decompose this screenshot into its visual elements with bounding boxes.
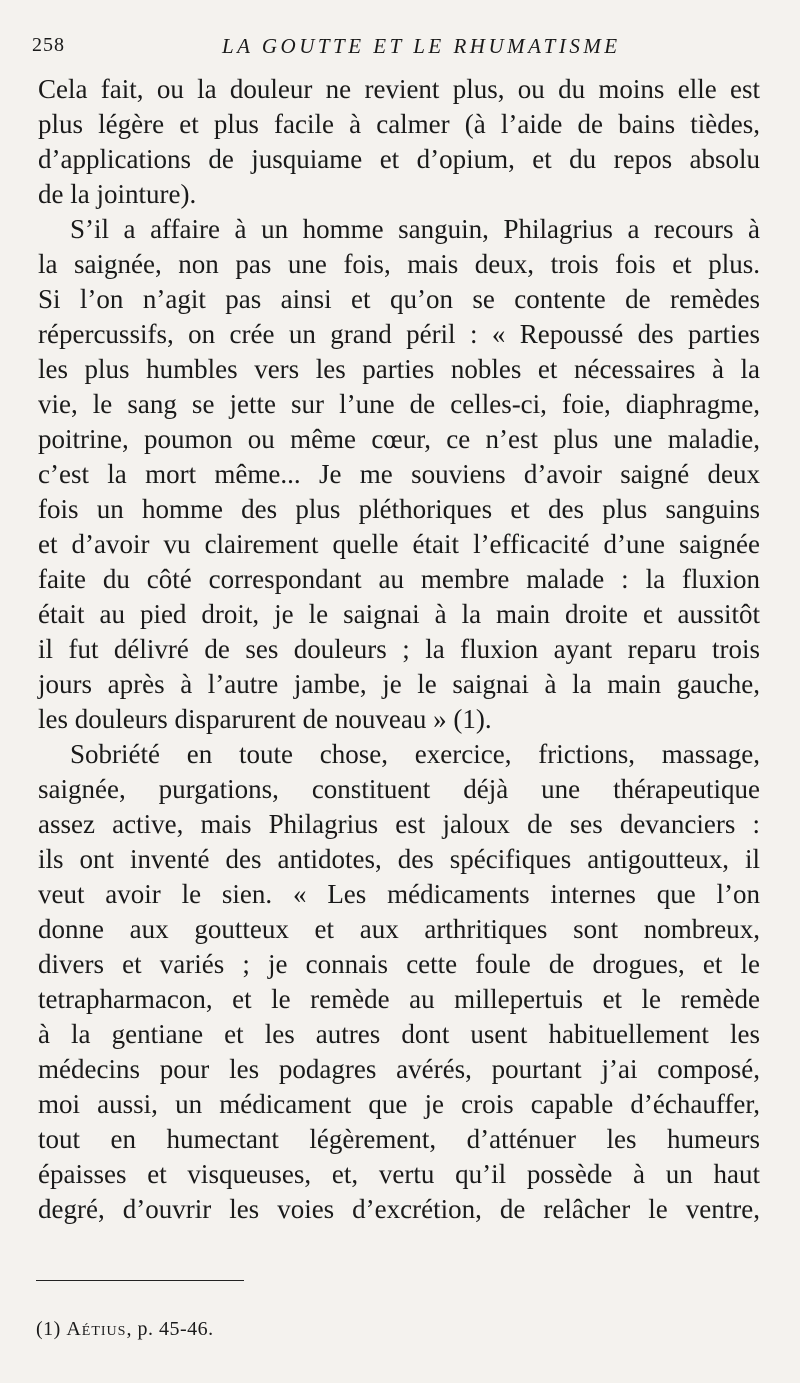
footnote-reference: , p. 45-46.	[126, 1318, 214, 1340]
text-line: S’il a affaire à un homme sanguin, Philagrius a recours à	[70, 214, 760, 244]
text-line: les douleurs disparurent de nouveau » (1).	[38, 704, 492, 734]
text-line: il fut délivré de ses douleurs ; la fluxion ayant reparu trois	[38, 634, 760, 664]
text-line: médecins pour les podagres avérés, pourtant j’ai composé,	[38, 1054, 760, 1084]
text-line: plus légère et plus facile à calmer (à l’aide de bains tièdes,	[38, 109, 760, 139]
text-line: d’applications de jusquiame et d’opium, et du repos absolu	[38, 144, 760, 174]
text-line: donne aux goutteux et aux arthritiques sont nombreux,	[38, 914, 760, 944]
text-line: veut avoir le sien. « Les médicaments internes que l’on	[38, 879, 760, 909]
text-line: à la gentiane et les autres dont usent habituellement les	[38, 1019, 760, 1049]
footnote	[36, 1318, 214, 1341]
text-line: et d’avoir vu clairement quelle était l’efficacité d’une saignée	[38, 529, 760, 559]
footnote-author: Aétius	[66, 1318, 127, 1340]
text-line: Cela fait, ou la douleur ne revient plus, ou du moins elle est	[38, 74, 760, 104]
text-line: saignée, purgations, constituent déjà une thérapeutique	[38, 774, 760, 804]
text-line: faite du côté correspondant au membre malade : la fluxion	[38, 564, 760, 594]
text-line: vie, le sang se jette sur l’une de celles-ci, foie, diaphragme,	[38, 389, 760, 419]
text-line: divers et variés ; je connais cette foule de drogues, et le	[38, 949, 760, 979]
text-line: épaisses et visqueuses, et, vertu qu’il possède à un haut	[38, 1159, 760, 1189]
text-line: de la jointure).	[38, 179, 197, 209]
text-line: la saignée, non pas une fois, mais deux, trois fois et plus.	[38, 249, 760, 279]
text-line: ils ont inventé des antidotes, des spécifiques antigoutteux, il	[38, 844, 760, 874]
text-line: tetrapharmacon, et le remède au millepertuis et le remède	[38, 984, 760, 1014]
footnote-marker: (1)	[36, 1318, 61, 1340]
text-line: jours après à l’autre jambe, je le saignai à la main gauche,	[38, 669, 760, 699]
text-line: était au pied droit, je le saignai à la main droite et aussitôt	[38, 599, 760, 629]
text-line: assez active, mais Philagrius est jaloux de ses devanciers :	[38, 809, 760, 839]
text-line: c’est la mort même... Je me souviens d’avoir saigné deux	[38, 459, 760, 489]
text-line: les plus humbles vers les parties nobles et nécessaires à la	[38, 354, 760, 384]
running-title: LA GOUTTE ET LE RHUMATISME	[222, 34, 621, 58]
page-number: 258	[32, 34, 65, 56]
text-line: Si l’on n’agit pas ainsi et qu’on se contente de remèdes	[38, 284, 760, 314]
text-line: fois un homme des plus pléthoriques et des plus sanguins	[38, 494, 760, 524]
footnote-divider	[36, 1280, 244, 1281]
body-text	[38, 72, 760, 1227]
text-line: répercussifs, on crée un grand péril : « Repoussé des parties	[38, 319, 760, 349]
page-header	[32, 34, 760, 62]
text-line: moi aussi, un médicament que je crois capable d’échauffer,	[38, 1089, 760, 1119]
text-line: tout en humectant légèrement, d’atténuer les humeurs	[38, 1124, 760, 1154]
text-line: degré, d’ouvrir les voies d’excrétion, de relâcher le ventre,	[38, 1194, 760, 1224]
text-line: Sobriété en toute chose, exercice, frictions, massage,	[70, 739, 760, 769]
text-line: poitrine, poumon ou même cœur, ce n’est plus une maladie,	[38, 424, 760, 454]
